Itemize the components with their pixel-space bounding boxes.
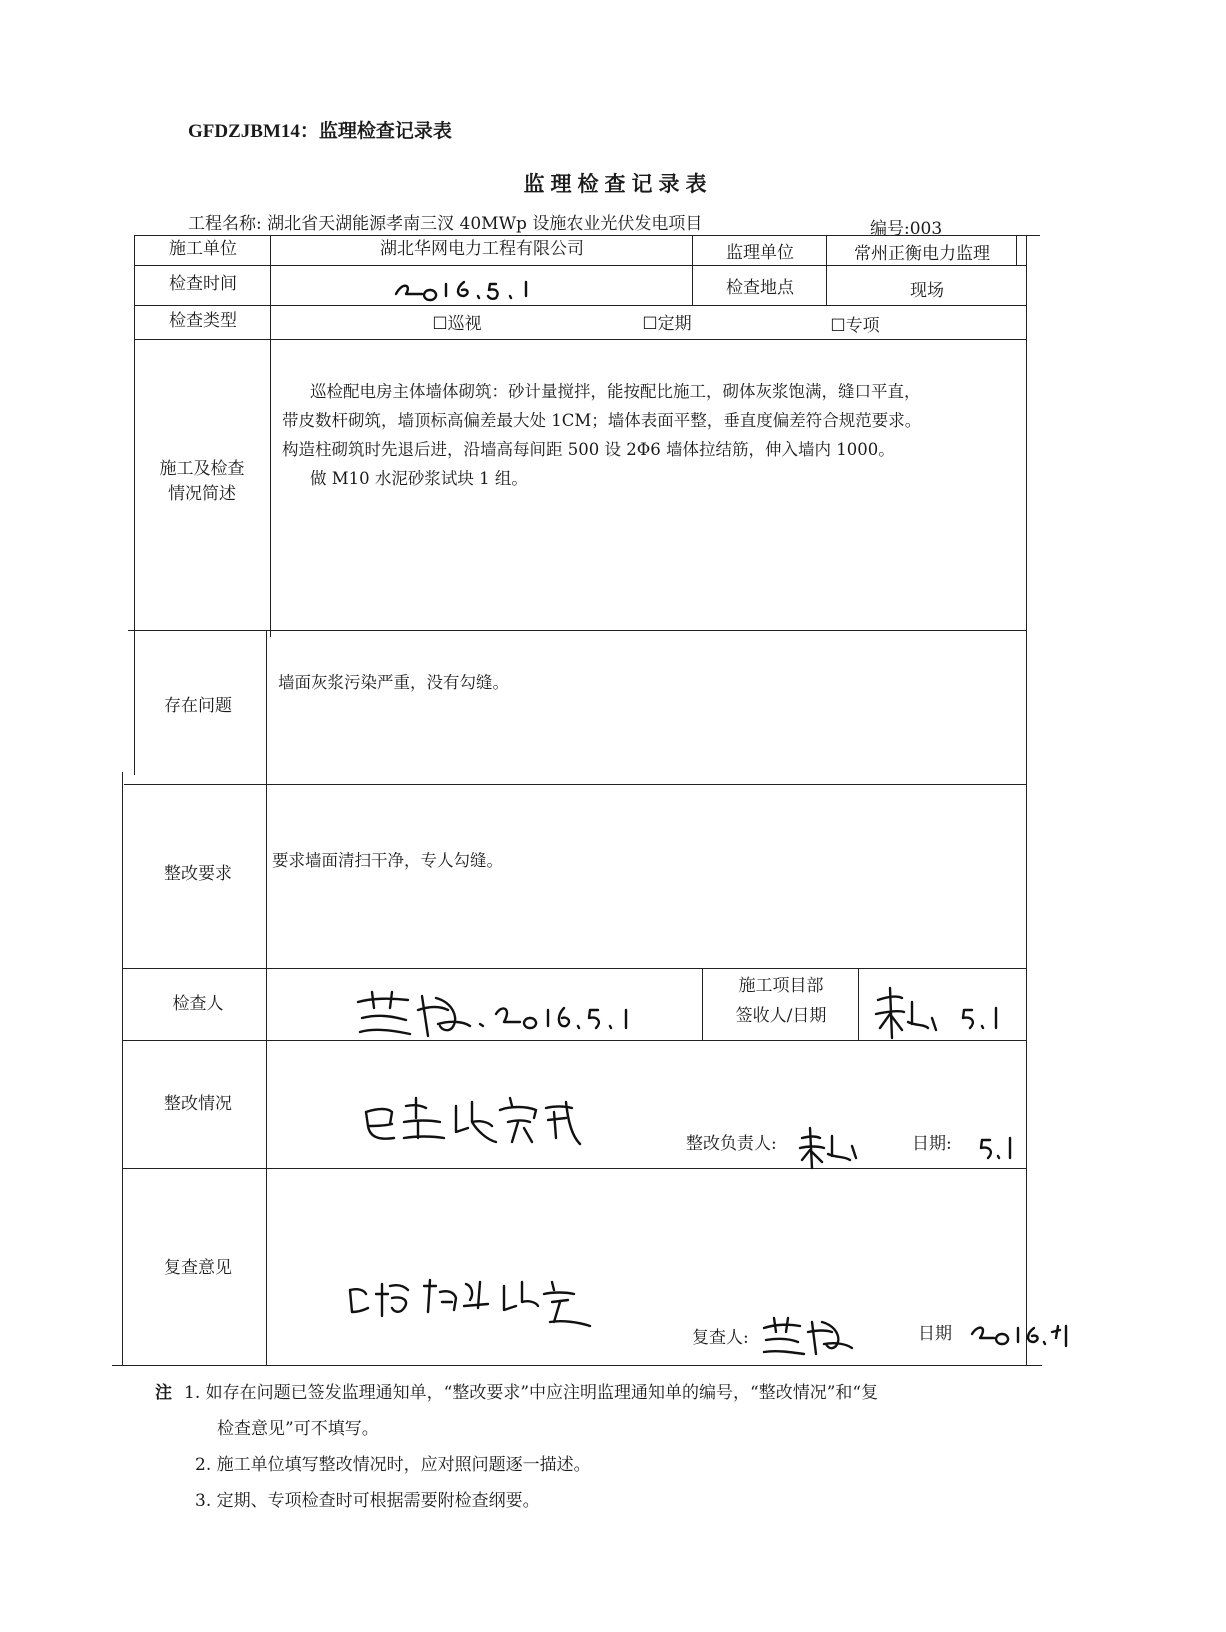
doc-code: GFDZJBM14：监理检查记录表	[188, 121, 452, 142]
note-item: 1. 如存在问题已签发监理通知单，“整改要求”中应注明监理通知单的编号，“整改情况”和“复	[184, 1383, 879, 1403]
summary-line: 做 M10 水泥砂浆试块 1 组。	[310, 469, 528, 488]
row-line-5	[124, 784, 1026, 785]
inspect-type-periodic[interactable]: ☐定期	[642, 314, 692, 335]
rectify-status-ink	[360, 1092, 580, 1152]
inspect-place-label: 检查地点	[726, 278, 794, 299]
requirement-text: 要求墙面清扫干净，专人勾缝。	[272, 851, 503, 870]
inspect-type-patrol[interactable]: ☐巡视	[432, 314, 482, 335]
inspection-form	[112, 232, 1042, 1367]
note-item: 3. 定期、专项检查时可根据需要附检查纲要。	[195, 1491, 540, 1511]
project-label: 工程名称:	[188, 214, 262, 234]
review-date-label: 日期	[918, 1324, 952, 1345]
inspector-label: 检查人	[172, 994, 224, 1015]
rectify-date-handwritten	[974, 1132, 1018, 1166]
inspect-time-text	[582, 276, 586, 277]
summary-line: 巡检配电房主体墙体砌筑：砂计量搅拌，能按配比施工，砌体灰浆饱满，缝口平直，	[310, 382, 921, 401]
inspect-type-label: 检查类型	[169, 311, 237, 332]
col-divider-sign-2	[858, 968, 859, 1040]
inspect-time-handwritten	[392, 272, 562, 308]
serial-label: 编号:	[870, 219, 910, 239]
inspect-place-value: 现场	[910, 281, 944, 302]
issues-text: 墙面灰浆污染严重，没有勾缝。	[278, 673, 509, 692]
construction-unit-label: 施工单位	[169, 239, 237, 260]
rectify-date-label: 日期:	[912, 1134, 952, 1155]
summary-line: 带皮数杆砌筑，墙顶标高偏差最大处 1CM；墙体表面平整，垂直度偏差符合规范要求。	[282, 411, 922, 430]
note-item: 检查意见”可不填写。	[217, 1419, 379, 1439]
rectify-status-text	[582, 1132, 587, 1133]
supervision-unit-value: 常州正衡电力监理	[854, 244, 990, 265]
col-label-divider-upper	[270, 235, 271, 637]
project-line	[188, 209, 702, 234]
doc-title: 监理检查记录表	[523, 171, 713, 196]
reviewer-signature	[760, 1314, 860, 1362]
dept-receive-label-line1: 施工项目部	[738, 976, 824, 997]
rectify-person-signature	[796, 1126, 866, 1174]
project-name: 湖北省天湖能源孝南三汊 40MWp 设施农业光伏发电项目	[267, 214, 703, 234]
reviewer-signature-ink	[760, 1314, 860, 1358]
notes	[155, 1375, 1055, 1519]
rectify-status-handwritten	[360, 1092, 580, 1156]
row-line-6	[122, 968, 1026, 969]
dept-receive-signature-text	[992, 1032, 996, 1033]
rectify-date-text	[1018, 1142, 1020, 1143]
form-left-border-lower	[122, 772, 123, 1366]
col-divider-mid-2	[826, 235, 827, 305]
review-date-handwritten	[968, 1318, 1068, 1362]
inspect-time-ink	[392, 272, 562, 304]
inspector-signature	[352, 984, 642, 1048]
form-bottom-border	[112, 1365, 1042, 1366]
rectify-status-label: 整改情况	[164, 1094, 232, 1115]
inspect-type-special[interactable]: ☐专项	[830, 316, 880, 337]
reviewer-label: 复查人:	[692, 1328, 749, 1349]
row-line-4	[128, 630, 1026, 631]
summary-label: 施工及检查情况简述	[159, 458, 245, 504]
review-opinion-ink	[346, 1272, 606, 1332]
form-right-border	[1026, 235, 1027, 1366]
serial-value: 003	[909, 219, 943, 239]
issues-label: 存在问题	[164, 696, 232, 717]
notes-head: 注	[155, 1383, 172, 1403]
note-row	[155, 1375, 1055, 1411]
col-divider-sign-1	[702, 968, 703, 1040]
review-date-ink	[968, 1318, 1068, 1358]
form-right-border-top	[1016, 235, 1017, 265]
summary-text	[282, 377, 1022, 493]
dept-receive-label-line2: 签收人/日期	[735, 1006, 827, 1027]
supervision-unit-label: 监理单位	[726, 243, 794, 264]
rectify-person-text	[872, 1142, 874, 1143]
summary-line: 构造柱砌筑时先退后进，沿墙高每间距 500 设 2Φ6 墙体拉结筋，伸入墙内 1000。	[282, 440, 895, 459]
inspect-time-label: 检查时间	[169, 274, 237, 295]
inspector-signature-text	[652, 1032, 659, 1033]
row-line-8	[122, 1168, 1026, 1169]
rectify-date-ink	[974, 1132, 1018, 1162]
review-label: 复查意见	[164, 1258, 232, 1279]
col-divider-mid-1	[692, 235, 693, 305]
review-opinion-handwritten	[346, 1272, 606, 1336]
review-date-text	[1022, 1352, 1026, 1353]
construction-unit-value: 湖北华网电力工程有限公司	[380, 239, 584, 260]
dept-receive-signature-ink	[872, 984, 1012, 1044]
reviewer-text	[862, 1342, 864, 1343]
review-opinion-text	[612, 1322, 619, 1323]
dept-receive-signature	[872, 984, 1012, 1048]
note-item: 2. 施工单位填写整改情况时，应对照问题逐一描述。	[195, 1455, 591, 1475]
inspector-signature-ink	[352, 984, 642, 1044]
rectify-person-label: 整改负责人:	[686, 1134, 777, 1155]
requirement-label: 整改要求	[164, 864, 232, 885]
rectify-person-ink	[796, 1126, 866, 1170]
